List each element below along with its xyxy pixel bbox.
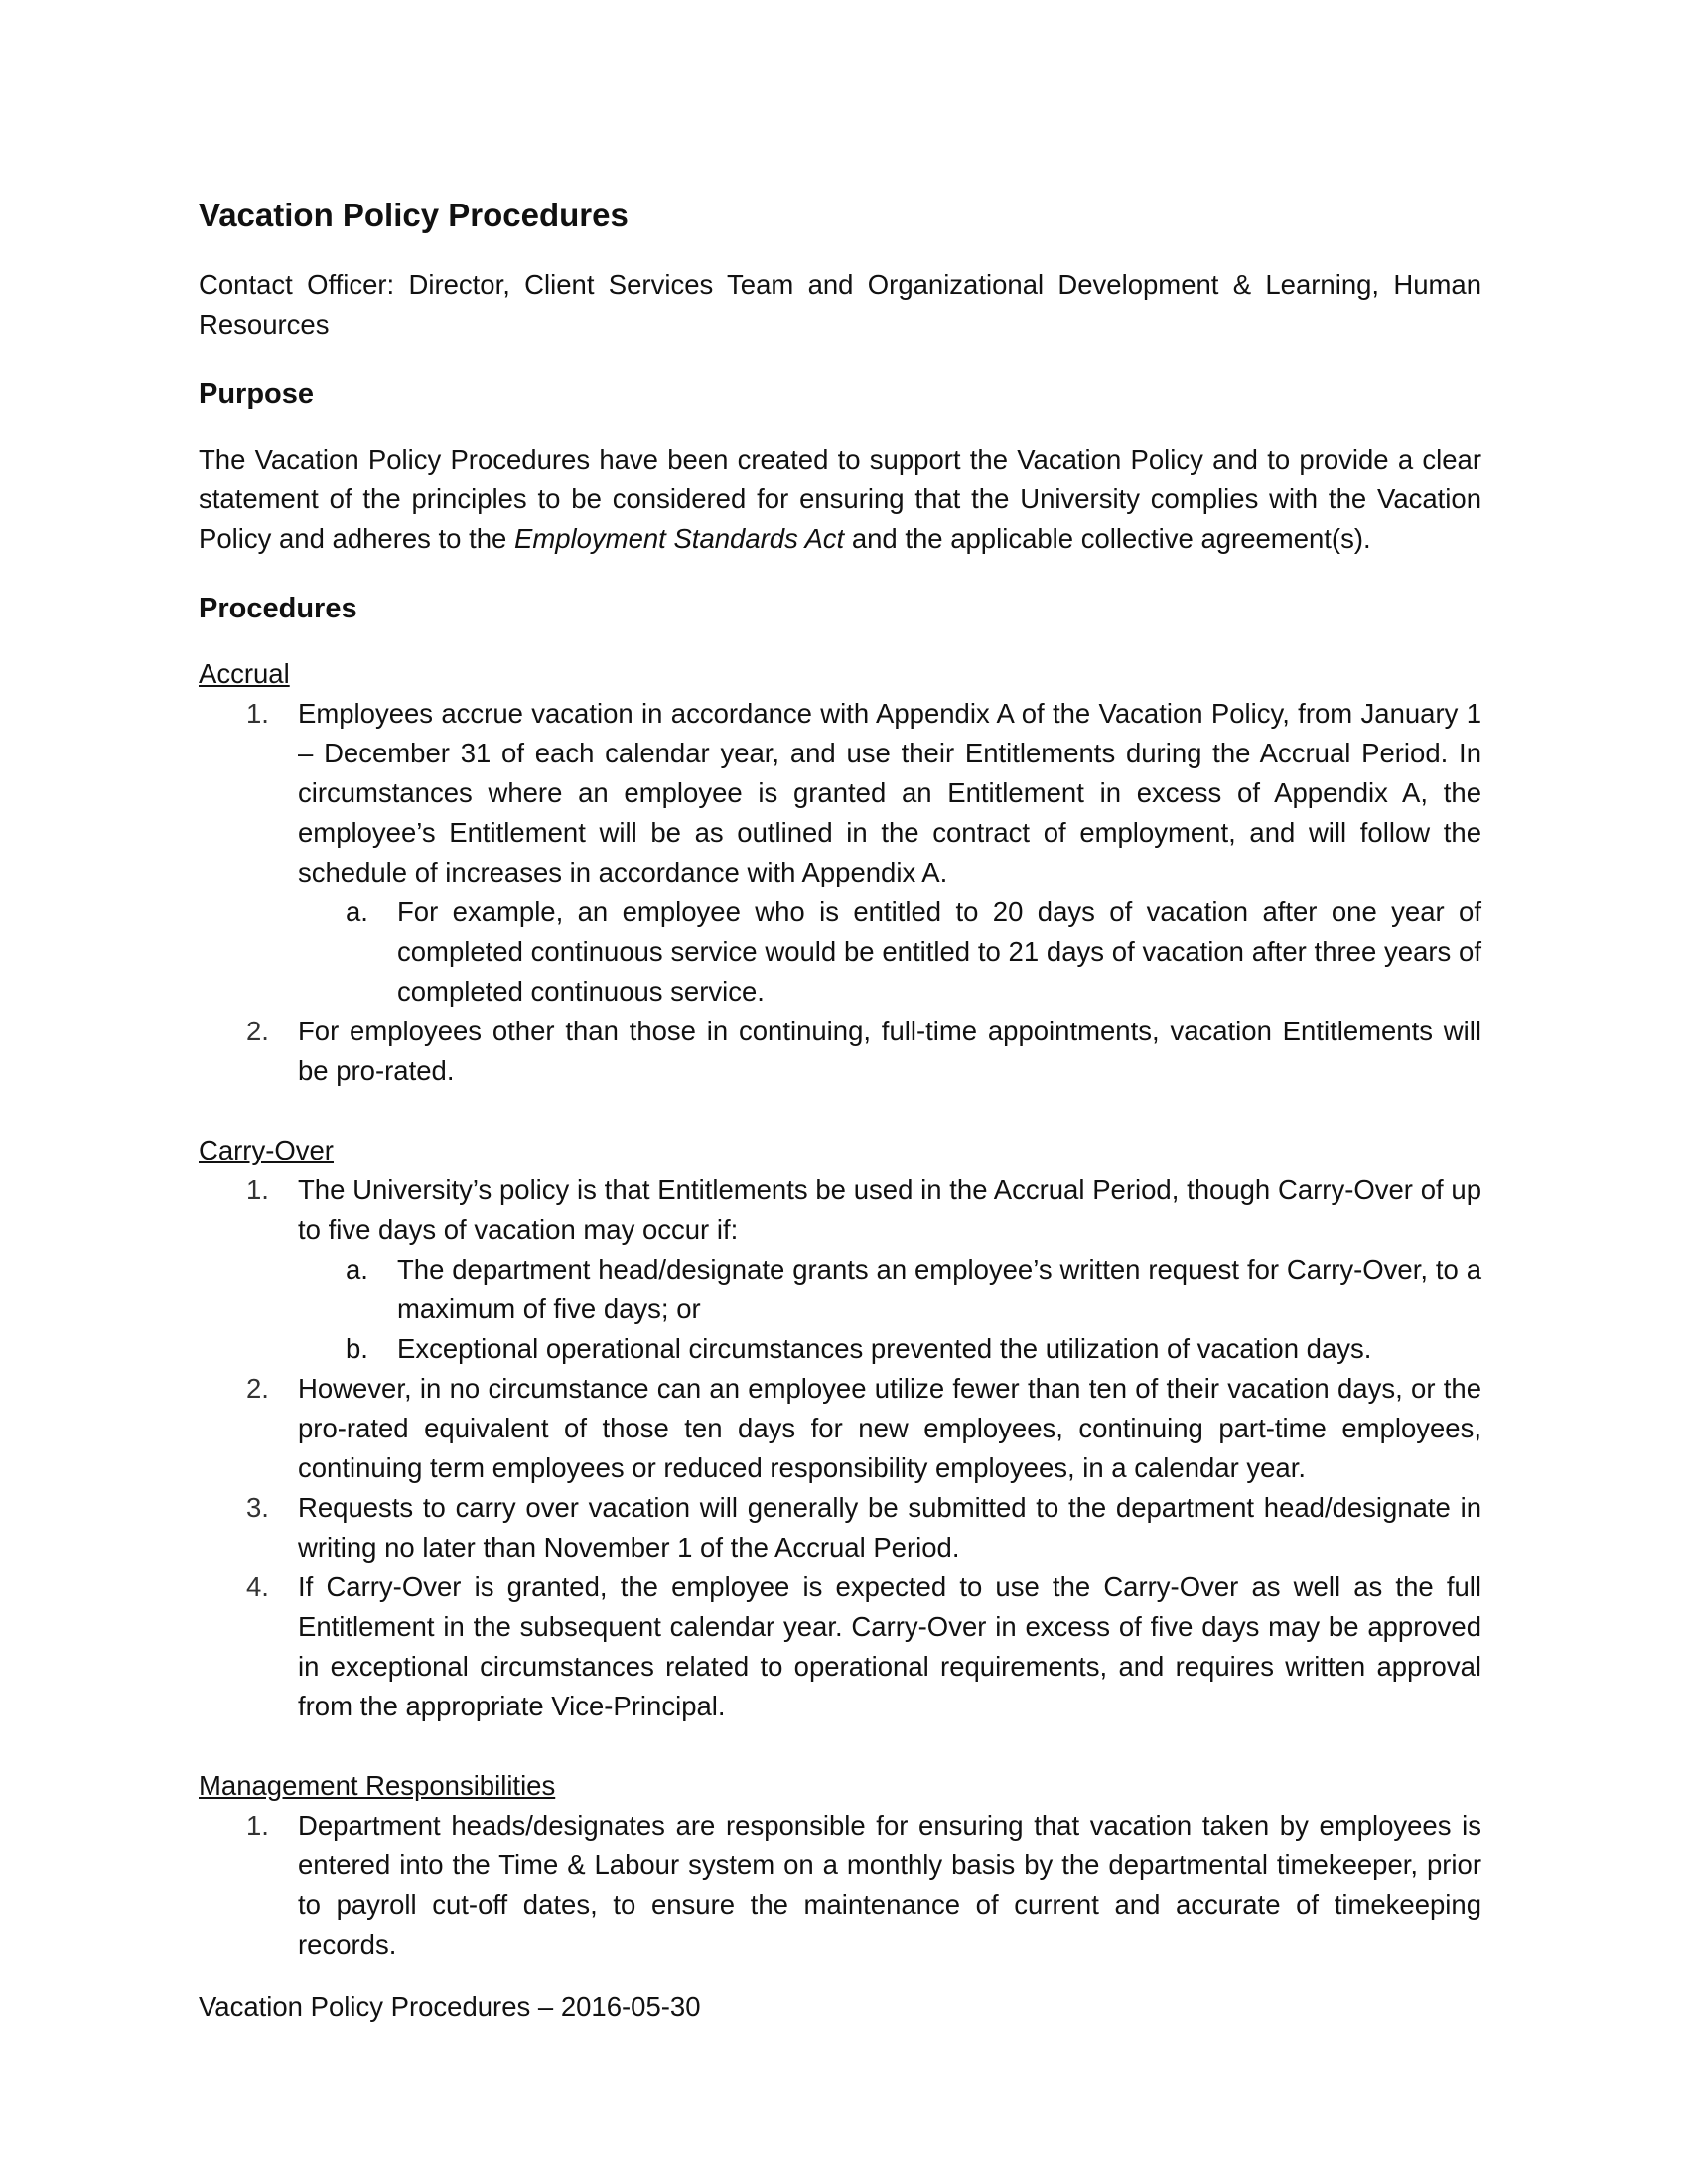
list-item-text: The University’s policy is that Entitlements be used in the Accrual Period, though Carry-Over of up to five days of vacation may occur if: [298, 1174, 1481, 1245]
list-marker: 4. [246, 1571, 269, 1602]
management-list [199, 1806, 1481, 1965]
carry-over-list [199, 1170, 1481, 1726]
list-item-text: Department heads/designates are responsible for ensuring that vacation taken by employees is entered into the Time & Labour system on a monthly basis by the departmental timekeeper, prior to payroll cut-off dates, to ensure the maintenance of current and accurate of timekeeping records. [298, 1810, 1481, 1960]
list-item [199, 1488, 1481, 1568]
list-item [199, 1369, 1481, 1488]
list-marker: 2. [246, 1016, 269, 1046]
list-marker: 3. [246, 1492, 269, 1523]
employment-standards-act: Employment Standards Act [513, 523, 845, 554]
sub-list-item-text: The department head/designate grants an employee’s written request for Carry-Over, to a maximum of five days; or [397, 1254, 1481, 1324]
sub-list-marker: a. [346, 1254, 368, 1285]
list-item [199, 1806, 1481, 1965]
list-marker: 1. [246, 1810, 269, 1841]
list-item-text: For employees other than those in continuing, full-time appointments, vacation Entitlements will be pro-rated. [298, 1016, 1481, 1086]
spacer [199, 1091, 1481, 1131]
accrual-list [199, 694, 1481, 1091]
list-marker: 2. [246, 1373, 269, 1404]
sub-list-item [298, 1329, 1481, 1369]
purpose-text-part-1: The Vacation Policy Procedures have been created to support the Vacation Policy and to provide a clear statement of the principles to be considered for ensuring that the University complies with the Vacation Policy and adheres to the [199, 444, 1481, 554]
sub-list-item [298, 1250, 1481, 1329]
purpose-heading: Purpose [199, 378, 315, 410]
sub-list-marker: a. [346, 896, 368, 927]
purpose-text [199, 440, 1481, 559]
sub-list [298, 1250, 1481, 1369]
sub-list [298, 892, 1481, 1012]
contact-officer: Contact Officer: Director, Client Services Team and Organizational Development & Learning, Human Resources [199, 269, 1481, 340]
list-item [199, 1012, 1481, 1091]
procedures-heading: Procedures [199, 593, 357, 624]
list-marker: 1. [246, 698, 269, 729]
list-item-text: If Carry-Over is granted, the employee is expected to use the Carry-Over as well as the full Entitlement in the subsequent calendar year. Carry-Over in excess of five days may be approved in exceptional circumstances related to operational requirements, and requires written approval from the appropriate Vice-Principal. [298, 1571, 1481, 1721]
list-item-text: Requests to carry over vacation will generally be submitted to the department head/designate in writing no later than November 1 of the Accrual Period. [298, 1492, 1481, 1563]
list-item-text: However, in no circumstance can an employee utilize fewer than ten of their vacation days, or the pro-rated equivalent of those ten days for new employees, continuing part-time employees, continuing term employees or reduced responsibility employees, in a calendar year. [298, 1373, 1481, 1483]
accrual-heading: Accrual [199, 658, 290, 689]
purpose-text-part-2: and the applicable collective agreement(s). [844, 523, 1371, 554]
document-title: Vacation Policy Procedures [199, 197, 629, 233]
sub-list-marker: b. [346, 1333, 368, 1364]
management-heading: Management Responsibilities [199, 1770, 556, 1801]
sub-list-item [298, 892, 1481, 1012]
list-item [199, 1568, 1481, 1726]
list-item [199, 694, 1481, 1012]
page-footer: Vacation Policy Procedures – 2016-05-30 [199, 1991, 701, 2022]
sub-list-item-text: For example, an employee who is entitled to 20 days of vacation after one year of completed continuous service would be entitled to 21 days of vacation after three years of completed continuous service. [397, 896, 1481, 1007]
document-page [199, 194, 1481, 1965]
sub-list-item-text: Exceptional operational circumstances prevented the utilization of vacation days. [397, 1333, 1372, 1364]
list-marker: 1. [246, 1174, 269, 1205]
list-item [199, 1170, 1481, 1369]
carry-over-heading: Carry-Over [199, 1135, 334, 1165]
spacer [199, 1726, 1481, 1766]
list-item-text: Employees accrue vacation in accordance with Appendix A of the Vacation Policy, from January 1 – December 31 of each calendar year, and use their Entitlements during the Accrual Period. In circumstances where an employee is granted an Entitlement in excess of Appendix A, the employee’s Entitlement will be as outlined in the contract of employment, and will follow the schedule of increases in accordance with Appendix A. [298, 698, 1481, 887]
